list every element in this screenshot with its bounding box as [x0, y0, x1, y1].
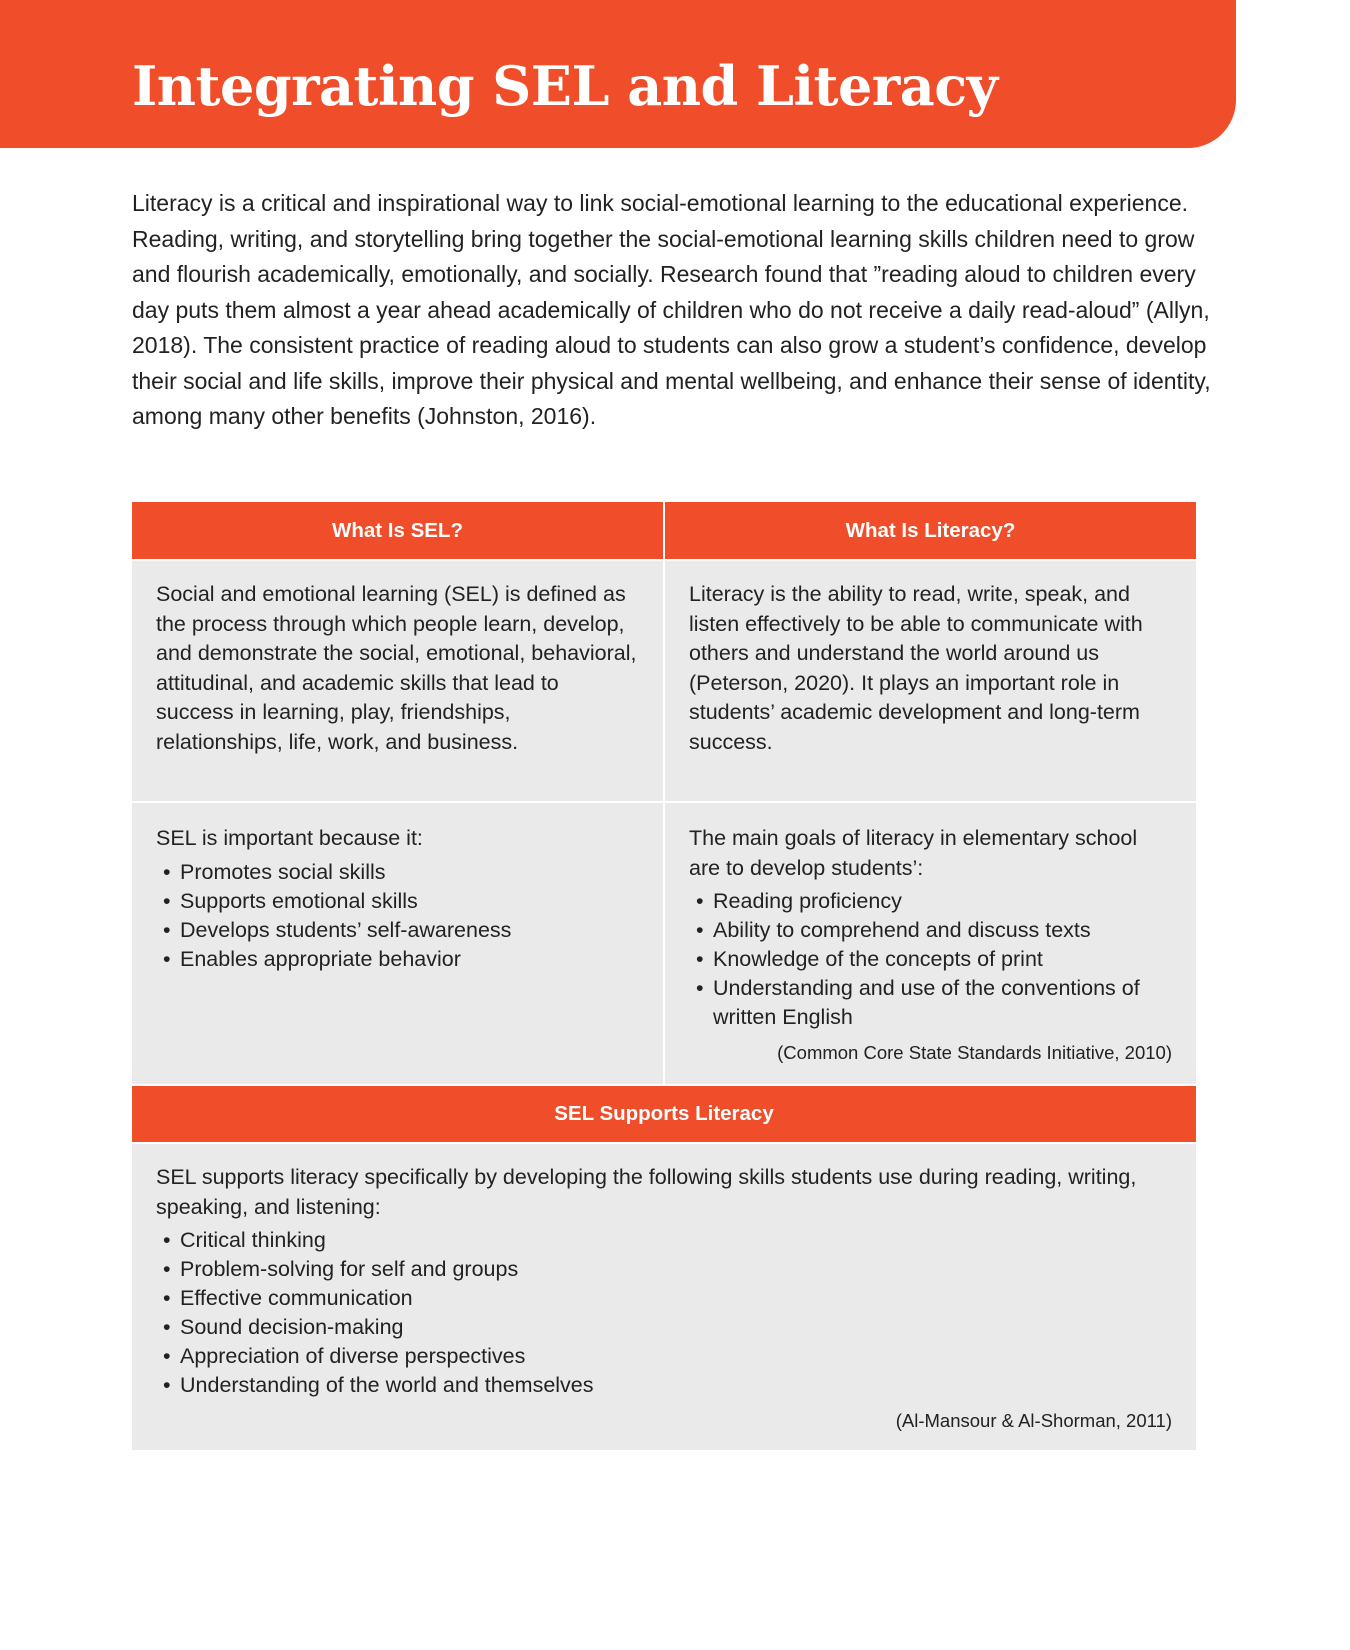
literacy-column-header-label: What Is Literacy?	[845, 518, 1016, 542]
sel-supports-literacy-citation: (Al-Mansour & Al-Shorman, 2011)	[895, 1410, 1172, 1431]
sel-supports-literacy-list	[156, 1226, 1172, 1400]
sel-column-header	[132, 502, 663, 559]
literacy-goals-citation: (Common Core State Standards Initiative, 2010)	[777, 1042, 1172, 1063]
list-item: • Understanding of the world and themselves	[156, 1371, 1172, 1400]
list-item: • Effective communication	[156, 1284, 1172, 1313]
sel-importance-intro: SEL is important because it:	[156, 826, 423, 850]
sel-importance-cell	[132, 803, 663, 1084]
list-item: • Develops students’ self-awareness	[156, 916, 639, 945]
list-item: • Ability to comprehend and discuss texts	[689, 916, 1172, 945]
list-item: • Problem-solving for self and groups	[156, 1255, 1172, 1284]
list-item: • Critical thinking	[156, 1226, 1172, 1255]
literacy-definition-cell	[665, 561, 1196, 801]
sel-supports-literacy-header	[132, 1086, 1196, 1142]
sel-supports-literacy-intro: SEL supports literacy specifically by developing the following skills students use during reading, writing, speaking, and listening:	[156, 1165, 1137, 1219]
list-item: • Sound decision-making	[156, 1313, 1172, 1342]
page-title: Integrating SEL and Literacy	[132, 54, 998, 118]
sel-column-header-label: What Is SEL?	[332, 518, 463, 542]
literacy-column-header	[665, 502, 1196, 559]
list-item: • Promotes social skills	[156, 858, 639, 887]
list-item: • Reading proficiency	[689, 887, 1172, 916]
list-item: • Understanding and use of the conventions of written English	[689, 974, 1172, 1032]
list-item: • Enables appropriate behavior	[156, 945, 639, 974]
literacy-definition-text: Literacy is the ability to read, write, speak, and listen effectively to be able to communicate with others and understand the world around us (Peterson, 2020). It plays an important role in students’ academic development and long-term success.	[689, 582, 1143, 754]
list-item: • Knowledge of the concepts of print	[689, 945, 1172, 974]
sel-importance-list	[156, 858, 639, 974]
list-item: • Supports emotional skills	[156, 887, 639, 916]
intro-paragraph: Literacy is a critical and inspirational way to link social-emotional learning to the educational experience. Reading, writing, and storytelling bring together the social-emotional learning skills children need to grow and flourish academically, emotionally, and socially. Research found that ”reading aloud to children every day puts them almost a year ahead academically of children who do not receive a daily read-aloud” (Allyn, 2018). The consistent practice of reading aloud to students can also grow a student’s confidence, develop their social and life skills, improve their physical and mental wellbeing, and enhance their sense of identity, among many other benefits (Johnston, 2016).	[132, 190, 1211, 429]
literacy-goals-intro: The main goals of literacy in elementary school are to develop students’:	[689, 826, 1138, 880]
title-banner	[0, 0, 1236, 148]
literacy-goals-cell	[665, 803, 1196, 1084]
sel-definition-cell	[132, 561, 663, 801]
sel-supports-literacy-cell	[132, 1144, 1196, 1450]
sel-definition-text: Social and emotional learning (SEL) is defined as the process through which people learn, develop, and demonstrate the social, emotional, behavioral, attitudinal, and academic skills that lead to success in learning, play, friendships, relationships, life, work, and business.	[156, 582, 637, 754]
list-item: • Appreciation of diverse perspectives	[156, 1342, 1172, 1371]
sel-supports-literacy-header-label: SEL Supports Literacy	[554, 1102, 774, 1125]
literacy-goals-list	[689, 887, 1172, 1032]
